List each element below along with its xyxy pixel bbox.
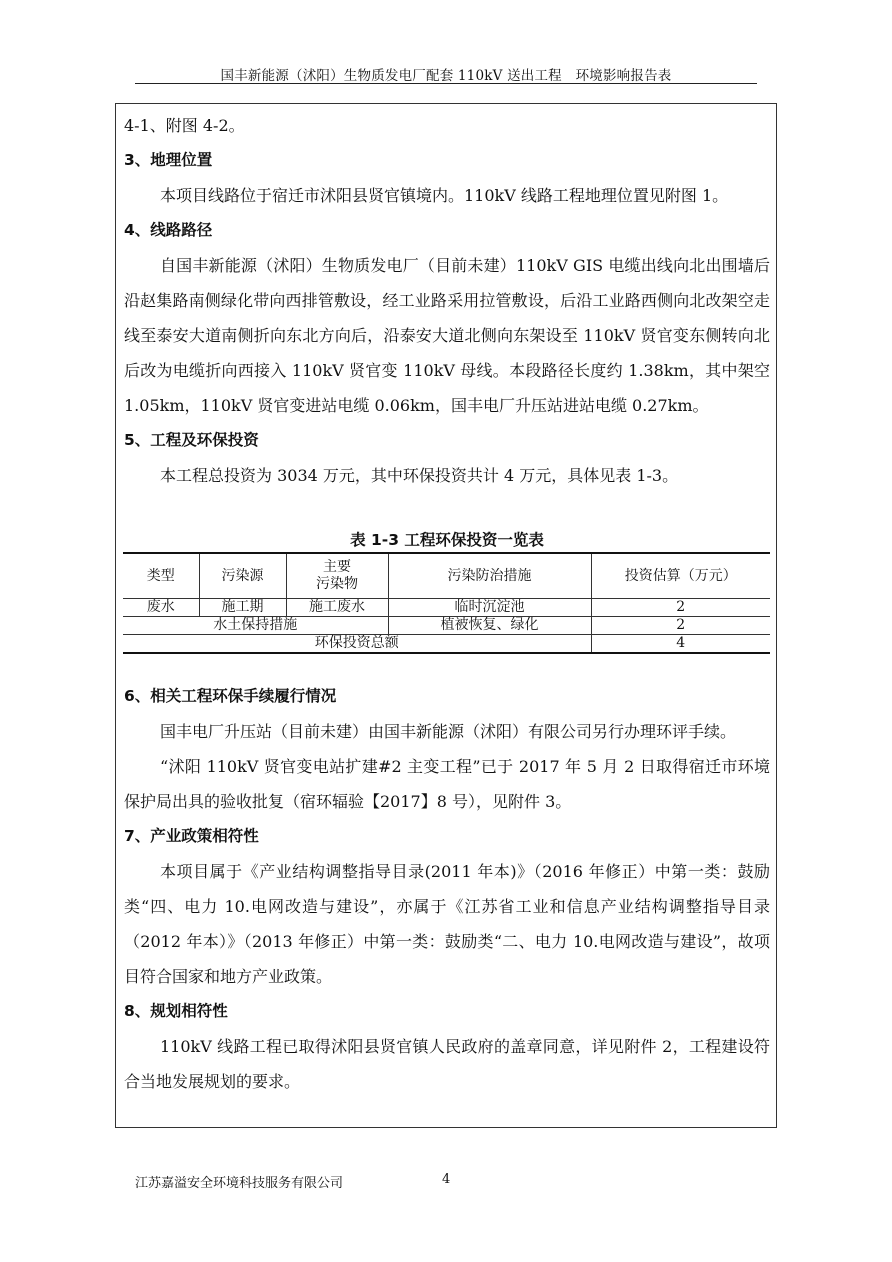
page-header: 国丰新能源（沭阳）生物质发电厂配套 110kV 送出工程 环境影响报告表 — [220, 68, 672, 84]
reference-line: 4-1、附图 4-2。 — [124, 116, 245, 135]
section-6-para-1: 国丰电厂升压站（目前未建）由国丰新能源（沭阳）有限公司另行办理环评手续。 — [160, 722, 737, 741]
header-pollutant-line1: 主要 — [323, 559, 351, 575]
section-5-title: 5、工程及环保投资 — [124, 431, 259, 449]
section-4-title: 4、线路路径 — [124, 221, 213, 239]
header-measure: 污染防治措施 — [388, 553, 591, 599]
header-pollutant-line2: 污染物 — [316, 576, 358, 592]
cell-type: 废水 — [123, 599, 199, 617]
cell-total-cost: 4 — [591, 635, 770, 654]
investment-table — [123, 552, 770, 654]
table-row — [123, 599, 770, 617]
page-number: 4 — [442, 1172, 451, 1187]
section-7-title: 7、产业政策相符性 — [124, 827, 259, 845]
cell-measure: 临时沉淀池 — [388, 599, 591, 617]
cell-merged: 水土保持措施 — [123, 617, 388, 635]
section-3-title: 3、地理位置 — [124, 151, 213, 169]
section-7-text: 本项目属于《产业结构调整指导目录(2011 年本)》（2016 年修正）中第一类：鼓励类“四、电力 10.电网改造与建设”，亦属于《江苏省工业和信息产业结构调整指导目录（2012 年本）》（2013 年修正）中第一类：鼓励类“二、电力 10.电网改造与建设”，故项目符合国家和地方产业政策。 — [124, 862, 770, 986]
table-row — [123, 617, 770, 635]
header-source: 污染源 — [199, 553, 286, 599]
section-8-text: 110kV 线路工程已取得沭阳县贤官镇人民政府的盖章同意，详见附件 2，工程建设符合当地发展规划的要求。 — [124, 1037, 770, 1091]
footer-company: 江苏嘉溢安全环境科技服务有限公司 — [135, 1176, 344, 1191]
header-pollutant — [286, 553, 388, 599]
section-6-title: 6、相关工程环保手续履行情况 — [124, 687, 337, 705]
cell-source: 施工期 — [199, 599, 286, 617]
header-rule — [135, 83, 757, 84]
section-5-text: 本工程总投资为 3034 万元，其中环保投资共计 4 万元，具体见表 1-3。 — [160, 466, 679, 485]
cell-measure: 植被恢复、绿化 — [388, 617, 591, 635]
table-header-row — [123, 553, 770, 599]
cell-cost: 2 — [591, 599, 770, 617]
body-section-1 — [124, 108, 770, 493]
cell-pollutant: 施工废水 — [286, 599, 388, 617]
body-section-2 — [124, 679, 770, 1099]
cell-cost: 2 — [591, 617, 770, 635]
section-8-title: 8、规划相符性 — [124, 1002, 228, 1020]
header-type: 类型 — [123, 553, 199, 599]
table-title: 表 1-3 工程环保投资一览表 — [350, 531, 544, 549]
section-3-text: 本项目线路位于宿迁市沭阳县贤官镇境内。110kV 线路工程地理位置见附图 1。 — [160, 186, 729, 205]
header-cost: 投资估算（万元） — [591, 553, 770, 599]
section-6-para-2: “沭阳 110kV 贤官变电站扩建#2 主变工程”已于 2017 年 5 月 2 日取得宿迁市环境保护局出具的验收批复（宿环辐验【2017】8 号），见附件 3。 — [124, 757, 770, 811]
section-4-text: 自国丰新能源（沭阳）生物质发电厂（目前未建）110kV GIS 电缆出线向北出围墙后沿赵集路南侧绿化带向西排管敷设，经工业路采用拉管敷设，后沿工业路西侧向北改架空走线至泰安大道南侧折向东北方向后，沿泰安大道北侧向东架设至 110kV 贤官变东侧转向北后改为电缆折向西接入 110kV 贤官变 110kV 母线。本段路径长度约 1.38km，其中架空 1.05km，110kV 贤官变进站电缆 0.06km，国丰电厂升压站进站电缆 0.27km。 — [124, 256, 770, 415]
cell-total-label: 环保投资总额 — [123, 635, 591, 654]
table-row — [123, 635, 770, 654]
